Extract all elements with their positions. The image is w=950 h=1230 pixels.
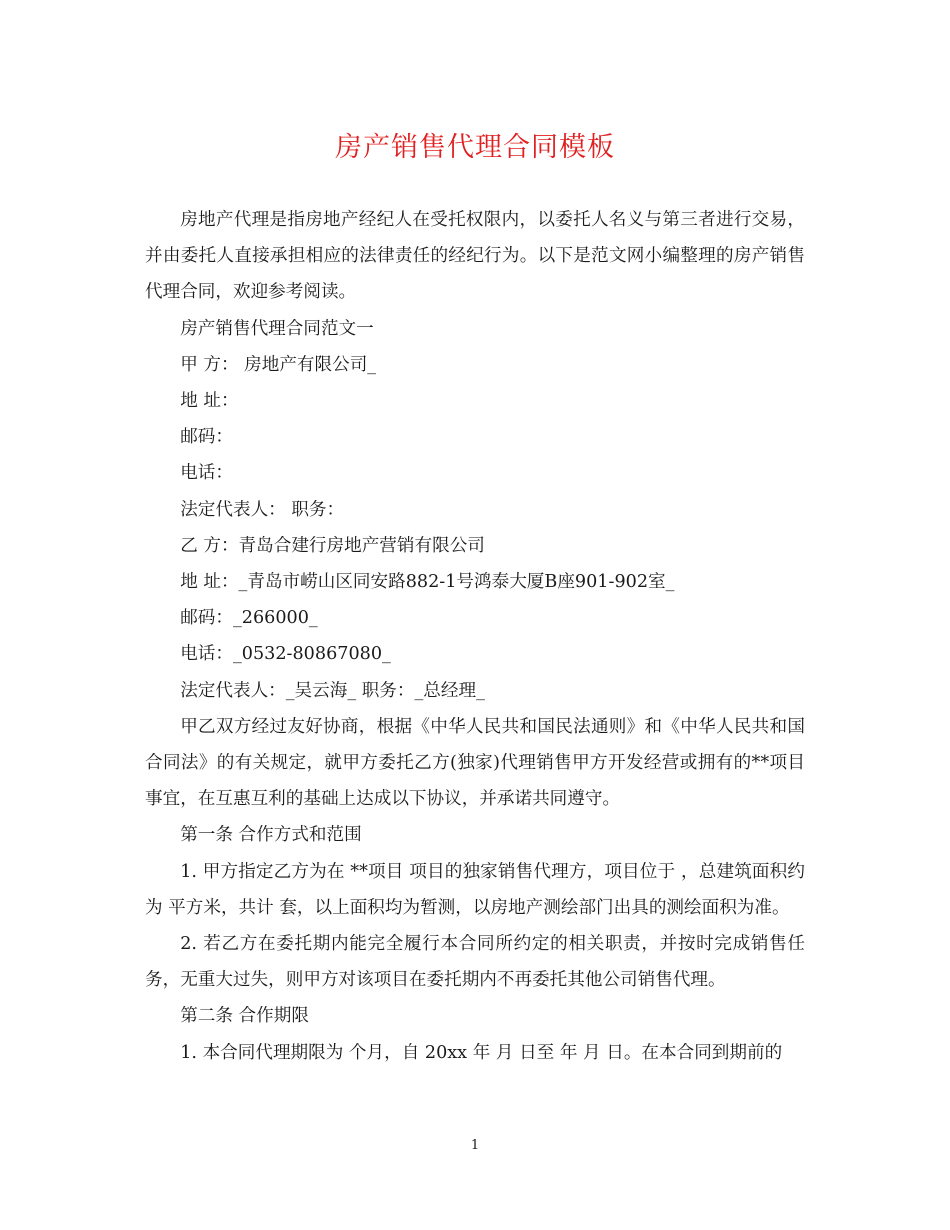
party-b-address: 地 址：_青岛市崂山区同安路882-1号鸿泰大厦B座901-902室_	[180, 572, 675, 593]
party-b-postcode: 邮码：_266000_	[180, 608, 318, 629]
party-a-name: 甲 方： 房地产有限公司_	[180, 354, 377, 375]
party-a-representative: 法定代表人： 职务：	[180, 499, 345, 520]
sample-heading: 房产销售代理合同范文一	[180, 318, 374, 339]
party-b-representative: 法定代表人：_吴云海_ 职务：_总经理_	[180, 680, 485, 701]
article-2-heading: 第二条 合作期限	[180, 1006, 309, 1027]
party-a-address: 地 址：	[180, 391, 239, 412]
document-title: 房产销售代理合同模板	[335, 132, 615, 163]
party-a-postcode: 邮码：	[180, 427, 233, 448]
article-1-clause-1: 1. 甲方指定乙方为在 **项目 项目的独家销售代理方，项目位于 ，总建筑面积约为 平方米，共计 套，以上面积均为暂测，以房地产测绘部门出具的测绘面积为准。	[145, 861, 805, 918]
party-b-name: 乙 方：青岛合建行房地产营销有限公司	[180, 535, 485, 556]
page-number: 1	[470, 1138, 480, 1153]
article-1-clause-2: 2. 若乙方在委托期内能完全履行本合同所约定的相关职责，并按时完成销售任务，无重大过失，则甲方对该项目在委托期内不再委托其他公司销售代理。	[145, 934, 805, 991]
document-body	[145, 202, 805, 1071]
party-a-phone: 电话：	[180, 463, 233, 484]
article-1-heading: 第一条 合作方式和范围	[180, 825, 362, 846]
agreement-preamble: 甲乙双方经过友好协商，根据《中华人民共和国民法通则》和《中华人民共和国合同法》的有关规定，就甲方委托乙方(独家)代理销售甲方开发经营或拥有的**项目事宜，在互惠互利的基础上达成以下协议，并承诺共同遵守。	[145, 716, 805, 810]
article-2-clause-1: 1. 本合同代理期限为 个月，自 20xx 年 月 日至 年 月 日。在本合同到期前的	[180, 1042, 783, 1063]
intro-paragraph: 房地产代理是指房地产经纪人在受托权限内，以委托人名义与第三者进行交易，并由委托人直接承担相应的法律责任的经纪行为。以下是范文网小编整理的房产销售代理合同，欢迎参考阅读。	[145, 210, 805, 303]
party-b-phone: 电话：_0532-80867080_	[180, 644, 391, 665]
